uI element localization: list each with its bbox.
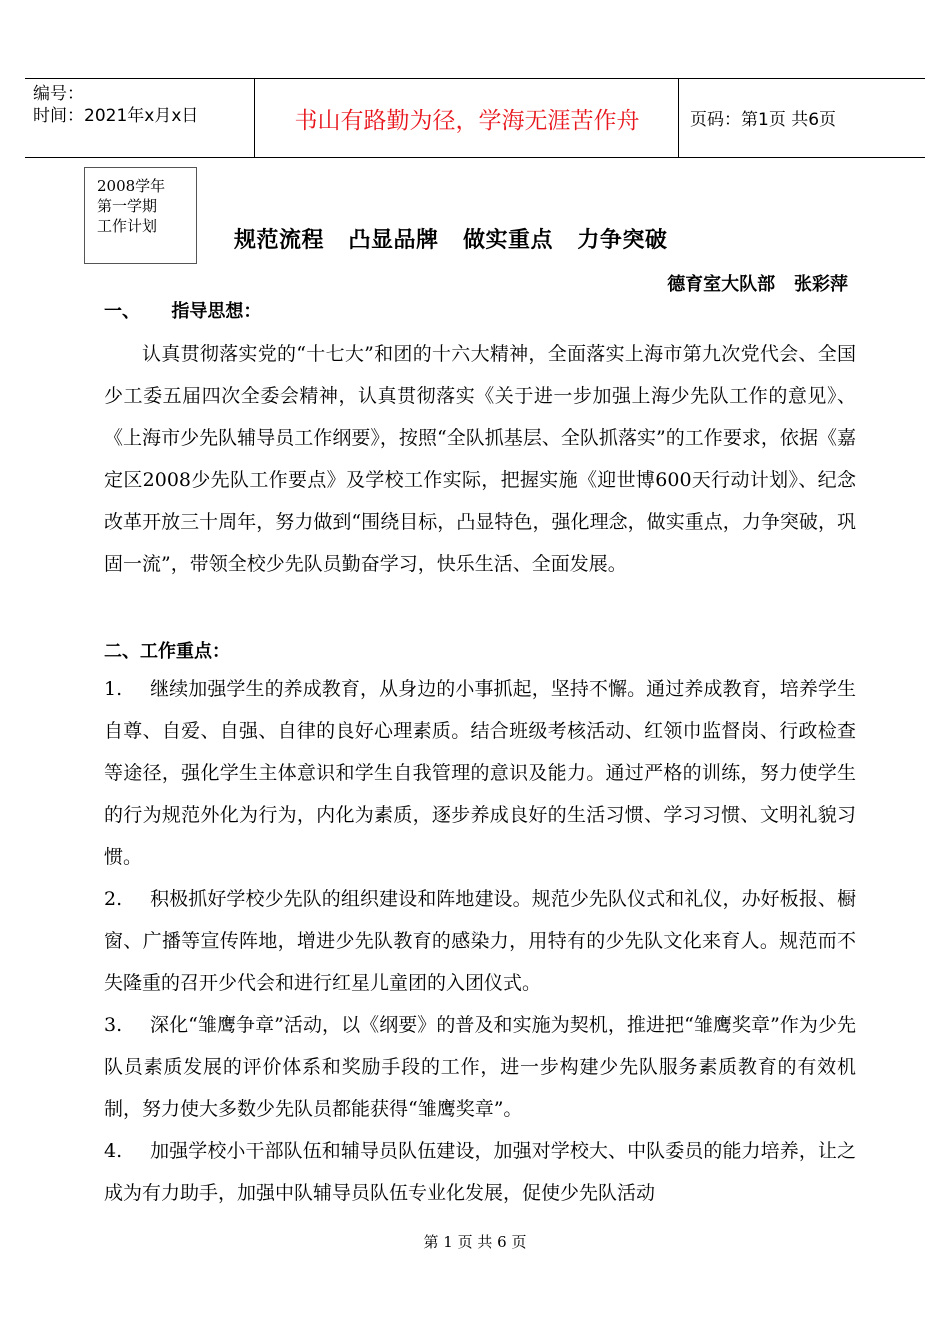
section-heading-guiding: 一、 指导思想：	[104, 301, 262, 322]
focus-item-number: 3.	[104, 1014, 123, 1036]
semester-line: 2008学年	[97, 177, 166, 195]
semester-box	[84, 167, 197, 264]
header-motto: 书山有路勤为径，学海无涯苦作舟	[294, 107, 640, 134]
header-page-info: 页码：第1页 共6页	[690, 110, 837, 130]
focus-item-number: 2.	[104, 888, 123, 910]
focus-item	[104, 878, 856, 1004]
focus-item-text: 继续加强学生的养成教育，从身边的小事抓起，坚持不懈。通过养成教育，培养学生自尊、自爱、自强、自律的良好心理素质。结合班级考核活动、红领巾监督岗、行政检查等途径，强化学生主体意识和学生自我管理的意识及能力。通过严格的训练，努力使学生的行为规范外化为行为，内化为素质，逐步养成良好的生活习惯、学习习惯、文明礼貌习惯。	[104, 678, 856, 868]
semester-line: 工作计划	[97, 217, 158, 235]
semester-line: 第一学期	[97, 197, 158, 215]
focus-item-text: 深化“雏鹰争章”活动，以《纲要》的普及和实施为契机，推进把“雏鹰奖章”作为少先队员素质发展的评价体系和奖励手段的工作，进一步构建少先队服务素质教育的有效机制，努力使大多数少先队员都能获得“雏鹰奖章”。	[104, 1014, 856, 1120]
focus-item-text: 加强学校小干部队伍和辅导员队伍建设，加强对学校大、中队委员的能力培养，让之成为有力助手，加强中队辅导员队伍专业化发展，促使少先队活动	[104, 1140, 856, 1204]
focus-item	[104, 668, 856, 878]
focus-item-number: 4.	[104, 1140, 123, 1162]
header-divider	[254, 79, 255, 157]
focus-item-number: 1.	[104, 678, 123, 700]
page-footer: 第 1 页 共 6 页	[423, 1233, 527, 1251]
focus-item-text: 积极抓好学校少先队的组织建设和阵地建设。规范少先队仪式和礼仪，办好板报、橱窗、广播等宣传阵地，增进少先队教育的感染力，用特有的少先队文化来育人。规范而不失隆重的召开少代会和进行红星儿童团的入团仪式。	[104, 888, 856, 994]
guiding-paragraph: 认真贯彻落实党的“十七大”和团的十六大精神，全面落实上海市第九次党代会、全国少工委五届四次全委会精神，认真贯彻落实《关于进一步加强上海少先队工作的意见》、《上海市少先队辅导员工作纲要》，按照“全队抓基层、全队抓落实”的工作要求，依据《嘉定区2008少先队工作要点》及学校工作实际，把握实施《迎世博600天行动计划》、纪念改革开放三十周年，努力做到“围绕目标，凸显特色，强化理念，做实重点，力争突破，巩固一流”，带领全校少先队员勤奋学习，快乐生活、全面发展。	[104, 343, 856, 575]
document-title: 规范流程 凸显品牌 做实重点 力争突破	[234, 228, 668, 253]
section-heading-focus: 二、工作重点：	[104, 641, 230, 662]
document-time-label: 时间：2021年x月x日	[33, 106, 199, 126]
document-author: 德育室大队部 张彩萍	[667, 274, 848, 295]
document-number-label: 编号：	[33, 84, 84, 104]
page-header	[25, 78, 925, 158]
header-divider	[678, 79, 679, 157]
focus-item	[104, 1004, 856, 1130]
header-meta	[33, 83, 255, 127]
focus-item	[104, 1130, 856, 1214]
